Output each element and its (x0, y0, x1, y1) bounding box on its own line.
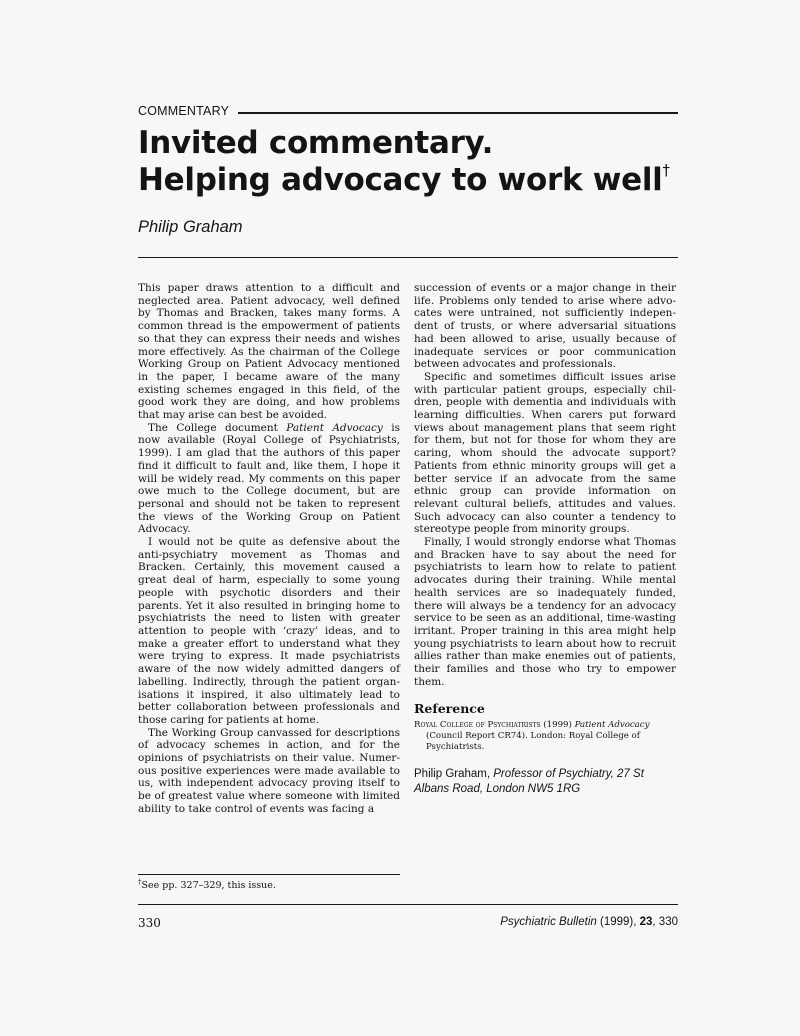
paragraph: Specific and sometimes difficult issues arise with particular patient groups, especially children, people with dementia and individuals with learning difficulties. When carers put forward views about management plans that seem right for them, but not for those for whom they are caring, whom should the advocate support? Patients from ethnic minority groups will get a better service if an advocate from the same ethnic group can provide information on relevant cultural beliefs, attitudes and values. Such advocacy can also counter a tendency to stereotype people from minority groups. (414, 370, 676, 536)
paragraph: Finally, I would strongly endorse what Thomas and Bracken have to say about the need for psychiatrists to learn how to relate to patient advocates during their training. While mental health services are so inadequately funded, there will always be a tendency for an advocacy service to be seen as an additional, time-wasting irritant. Proper training in this area might help young psychiatrists to learn about how to recruit allies rather than make enemies out of patients, their families and those who try to empower them. (414, 536, 676, 688)
journal-pages: , 330 (652, 916, 678, 928)
text-run: is now available (Royal College of Psychiatrists, 1999). I am glad that the authors of this paper find it difficult to fault and, like them, I hope it will be widely read. My comments on this paper owe much to the College document, but are personal and should not be taken to represent the views of the Working Group on Patient Advocacy. (138, 421, 400, 536)
left-column (138, 282, 400, 816)
text-run: The College document (148, 421, 287, 434)
title-dagger: † (662, 161, 670, 179)
paragraph: This paper draws attention to a difficult and neglected area. Patient advocacy, well defined by Thomas and Bracken, takes many forms. A common thread is the empowerment of patients so that they can express their needs and wishes more effectively. As the chairman of the College Working Group on Patient Advocacy mentioned in the paper, I became aware of the many existing schemes engaged in this field, of the good work they are doing, and how problems that may arise can best be avoided. (138, 282, 400, 422)
footnote-mark: † (138, 878, 142, 886)
affiliation-position: Professor of Psychiatry, 27 St Albans Road, London NW5 1RG (414, 768, 644, 796)
title-line-2: Helping advocacy to work well (138, 162, 663, 198)
title-line-1: Invited commentary. (138, 125, 494, 161)
header-rule (238, 112, 678, 114)
page-number: 330 (138, 916, 161, 930)
reference-title: Patient Advocacy (574, 720, 650, 731)
reference-authors: Royal College of Psychiatrists (414, 720, 541, 731)
journal-name: Psychiatric Bulletin (500, 916, 597, 928)
reference-heading: Reference (414, 700, 485, 716)
title-rule (138, 257, 678, 258)
reference-entry (414, 720, 676, 753)
journal-citation (500, 916, 678, 928)
footnote-rule (138, 874, 400, 875)
section-label: COMMENTARY (138, 104, 230, 118)
paragraph: succession of events or a major change in their life. Problems only tended to arise where advocates were untrained, not sufficiently independent of trusts, or where adversarial situations had been allowed to arise, usually because of inadequate services or poor communication between advocates and professionals. (414, 282, 676, 371)
reference-year: (1999) (543, 720, 572, 731)
footer-rule (138, 904, 678, 905)
paragraph: The Working Group canvassed for descriptions of advocacy schemes in action, and for the opinions of psychiatrists on their value. Numerous positive experiences were made available to us, with independent advocacy proving itself to be of greatest value where someone with limited ability to take control of events was facing a (138, 726, 400, 815)
right-column (414, 282, 676, 797)
reference-details: (Council Report CR74). London: Royal College of Psychiatrists. (426, 731, 640, 753)
author-name: Philip Graham (138, 218, 243, 236)
footnote (138, 878, 276, 891)
journal-volume: 23 (639, 916, 653, 928)
paragraph: I would not be quite as defensive about the anti-psychiatry movement as Thomas and Bracken. Certainly, this movement caused a great deal of harm, especially to some young people with psychotic disorders and their parents. Yet it also resulted in bringing home to psychiatrists the need to listen with greater attention to people with ‘crazy’ ideas, and to make a greater effort to understand what they were trying to express. It made psychiatrists aware of the now widely admitted dangers of labelling. Indirectly, through the patient organisations it inspired, it also ultimately lead to better collaboration between professionals and those caring for patients at home. (138, 536, 400, 726)
article-title (138, 125, 698, 199)
affiliation-name: Philip Graham, (414, 768, 491, 781)
author-affiliation (414, 767, 676, 797)
paragraph (138, 422, 400, 536)
footnote-text: See pp. 327–329, this issue. (141, 880, 276, 892)
journal-year: (1999), (599, 916, 637, 928)
document-title: Patient Advocacy (286, 421, 383, 434)
section-header (138, 104, 678, 120)
